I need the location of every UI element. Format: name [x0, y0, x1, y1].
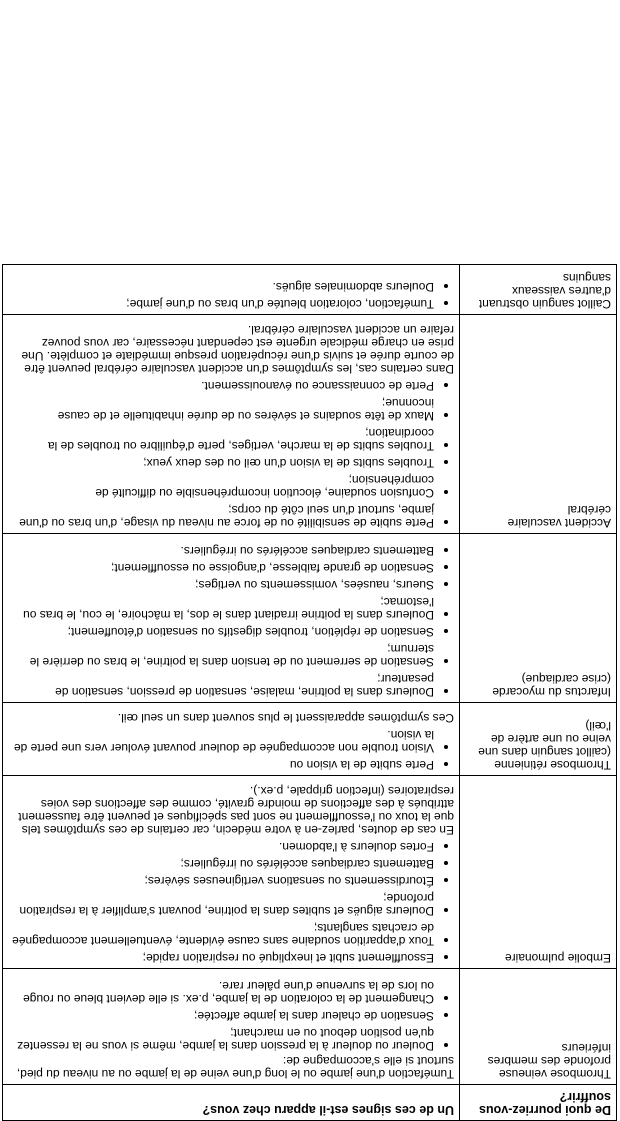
symptoms-cell — [3, 703, 460, 776]
table-row — [3, 703, 617, 776]
symptom-list — [8, 979, 454, 1052]
symptom-item: • Douleurs abdominales aiguës. — [8, 280, 434, 293]
symptoms-intro: Tuméfaction d'une jambe ou le long d'une veine de la jambe ou au niveau du pied, surtout si elle s'accompagne de: — [16, 1054, 454, 1081]
table-row — [3, 969, 617, 1085]
symptom-item: • Perte subite de sensibilité ou de force au niveau du visage, d'un bras ou d'une jambe, surtout d'un seul côté du corps; — [8, 503, 434, 529]
symptom-list — [8, 728, 454, 771]
symptom-item: • Changement de la coloration de la jambe, p.ex. si elle devient bleue ou rouge ou lors de la survenue d'une pâleur rare. — [8, 979, 434, 1005]
symptom-item: • Fortes douleurs à l'abdomen. — [8, 840, 434, 853]
symptom-item: • Douleurs aiguës et subites dans la poitrine, pouvant s'amplifier à la respiration profonde; — [8, 891, 434, 917]
header-condition: De quoi pourriez-vous souffrir? — [460, 1085, 617, 1121]
symptom-item: • Perte subite de la vision ou — [8, 758, 434, 771]
symptom-item: • Confusion soudaine, élocution incompréhensible ou difficulté de compréhension; — [8, 473, 434, 499]
table-row — [3, 315, 617, 534]
symptom-item: • Battements cardiaques accélérés ou irréguliers; — [8, 857, 434, 870]
symptom-item: • Essoufflement subit et inexpliqué ou respiration rapide; — [8, 951, 434, 964]
condition-cell: Embolie pulmonaire — [460, 776, 617, 969]
symptom-item: • Troubles subits de la marche, vertiges, perte d'équilibre ou troubles de la coordination; — [8, 426, 434, 452]
symptoms-cell — [3, 265, 460, 315]
symptom-item: • Troubles subits de la vision d'un œil ou des deux yeux; — [8, 456, 434, 469]
table-header-row — [3, 1085, 617, 1121]
symptoms-note: Ces symptômes apparaissent le plus souvent dans un seul œil. — [117, 711, 454, 725]
symptom-list — [8, 379, 454, 529]
symptoms-note: En cas de doutes, parlez-en à votre médecin, car certains de ces symptômes tels que la toux ou l'essoufflement ne sont pas spécifiques et peuvent être faussement attribués à des affections de moindre gravité, comme des affections des voies respiratoires (infection grippale, p.ex.). — [18, 784, 454, 837]
symptom-item: • Douleurs dans la poitrine, malaise, sensation de pression, sensation de pesanteur; — [8, 672, 434, 698]
table-row — [3, 265, 617, 315]
symptom-item: • Douleurs dans la poitrine irradiant dans le dos, la mâchoire, le cou, le bras ou l'estomac; — [8, 595, 434, 621]
symptoms-cell — [3, 969, 460, 1085]
symptoms-cell — [3, 776, 460, 969]
symptoms-note: Dans certains cas, les symptômes d'un accident vasculaire cérébral peuvent être de courte durée et suivis d'une récupération presque immédiate et complète. Une prise en charge médicale urgente est cependant nécessaire, car vous pouvez refaire un accident vasculaire cérébral. — [21, 323, 454, 376]
symptom-item: • Toux d'apparition soudaine sans cause évidente, éventuellement accompagnée de crachats sanglants; — [8, 921, 434, 947]
condition-cell: Thrombose veineuse profonde des membres inférieurs — [460, 969, 617, 1085]
symptom-list — [8, 280, 454, 310]
condition-cell: Accident vasculaire cérébral — [460, 315, 617, 534]
symptoms-cell — [3, 534, 460, 703]
condition-cell: Caillot sanguin obstruant d'autres vaisseaux sanguins — [460, 265, 617, 315]
header-symptoms: Un de ces signes est-il apparu chez vous? — [3, 1085, 460, 1121]
symptom-item: • Douleur ou douleur à la pression dans la jambe, même si vous ne la ressentez qu'en position debout ou en marchant; — [8, 1026, 434, 1052]
symptom-item: • Vision trouble non accompagnée de douleur pouvant évoluer vers une perte de la vision. — [8, 728, 434, 754]
symptoms-table — [2, 264, 617, 1121]
condition-cell: Thrombose rétinienne (caillot sanguin dans une veine ou une artère de l'œil) — [460, 703, 617, 776]
rotated-page — [0, 3, 620, 1121]
symptom-item: • Sueurs, nausées, vomissements ou vertiges; — [8, 578, 434, 591]
symptom-item: • Sensation de grande faiblesse, d'angoisse ou essoufflement; — [8, 561, 434, 574]
symptoms-cell — [3, 315, 460, 534]
symptom-item: • Étourdissements ou sensations vertigineuses sévères; — [8, 874, 434, 887]
symptom-item: • Sensation de serrement ou de tension dans la poitrine, le bras ou derrière le sternum; — [8, 642, 434, 668]
symptom-item: • Tuméfaction, coloration bleutée d'un bras ou d'une jambe; — [8, 297, 434, 310]
symptom-item: • Battements cardiaques accélérés ou irréguliers. — [8, 544, 434, 557]
table-row — [3, 534, 617, 703]
symptom-item: • Perte de connaissance ou évanouissement. — [8, 379, 434, 392]
symptom-item: • Sensation de chaleur dans la jambe affectée; — [8, 1009, 434, 1022]
table-row — [3, 776, 617, 969]
symptom-list — [8, 840, 454, 964]
symptom-item: • Maux de tête soudains et sévères ou de durée inhabituelle et de cause inconnue; — [8, 396, 434, 422]
condition-cell: Infarctus du myocarde (crise cardiaque) — [460, 534, 617, 703]
table-body — [3, 265, 617, 1085]
symptom-item: • Sensation de réplétion, troubles digestifs ou sensation d'étouffement; — [8, 625, 434, 638]
symptom-list — [8, 544, 454, 698]
